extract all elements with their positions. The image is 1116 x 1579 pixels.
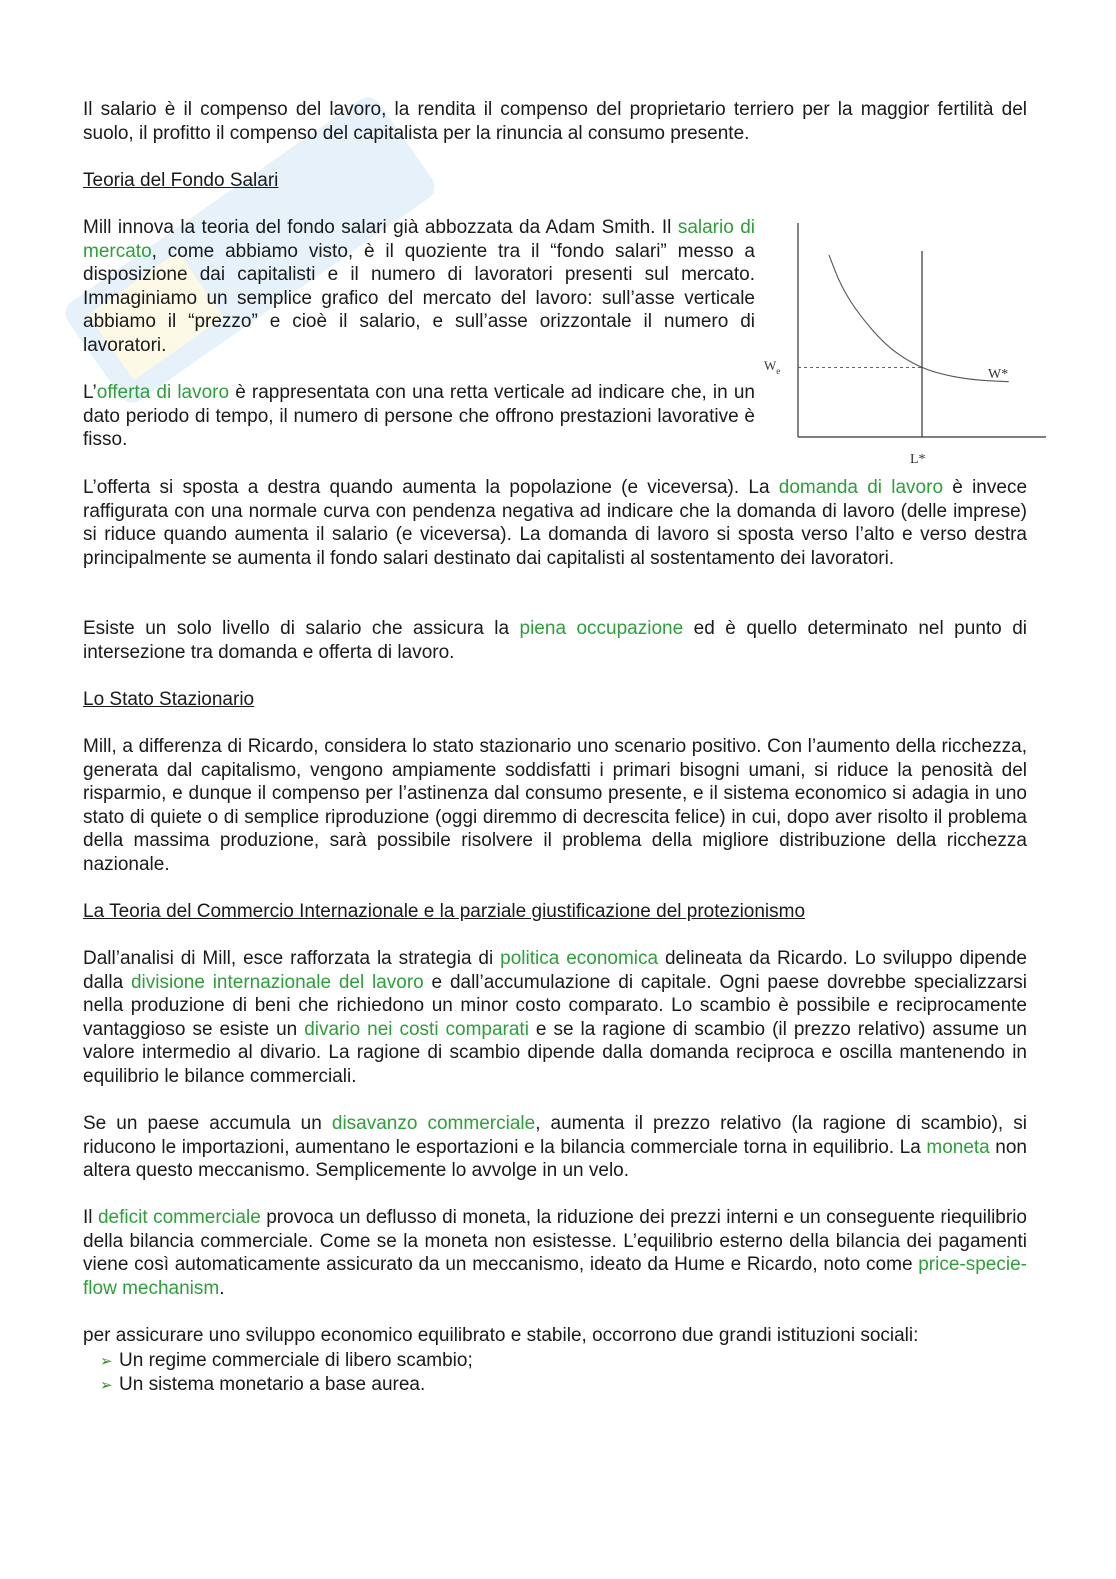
arrow-bullet-icon: ➢ [100, 1376, 113, 1394]
heading-fondo-salari: Teoria del Fondo Salari [83, 170, 279, 191]
keyword-disavanzo-commerciale: disavanzo commerciale [331, 1113, 536, 1134]
x-axis-label: L* [910, 452, 926, 467]
commercio-paragraph-3: Il deficit commerciale provoca un deflusso di moneta, la riduzione dei prezzi interni e un conseguente riequilibrio della bilancia commerciale. Come se la moneta non esistesse. L’equilibrio esterno della bilancia dei pagamenti viene così automaticamente assicurato da un meccanismo, ideato da Hume e Ricardo, noto come price-specie-flow mechanism. [83, 1207, 1027, 1299]
keyword-salario-di-mercato: salario di mercato [83, 217, 756, 262]
bullet-list [100, 1349, 473, 1396]
keyword-piena-occupazione: piena occupazione [519, 618, 684, 639]
commercio-paragraph-2: Se un paese accumula un disavanzo commerciale, aumenta il prezzo relativo (la ragione di scambio), si riducono le importazioni, aumentano le esportazioni e la bilancia commerciale torna in equilibrio. La moneta non altera questo meccanismo. Semplicemente lo avvolge in un velo. [83, 1113, 1027, 1182]
keyword-deficit-commerciale: deficit commerciale [97, 1207, 261, 1228]
labour-market-chart [758, 215, 1058, 475]
keyword-price-specie-flow: price-specie-flow mechanism [83, 1254, 1027, 1299]
fondo-paragraph-4: Esiste un solo livello di salario che assicura la piena occupazione ed è quello determinato nel punto di intersezione tra domanda e offerta di lavoro. [83, 618, 1027, 663]
keyword-offerta-di-lavoro: offerta di lavoro [96, 382, 230, 403]
intro-paragraph: Il salario è il compenso del lavoro, la rendita il compenso del proprietario terriero per la maggior fertilità del suolo, il profitto il compenso del capitalista per la rinuncia al consumo presente. [83, 99, 1027, 144]
curve-label: W* [988, 367, 1009, 382]
fondo-paragraph-3: L’offerta si sposta a destra quando aumenta la popolazione (e viceversa). La domanda di lavoro è invece raffigurata con una normale curva con pendenza negativa ad indicare che la domanda di lavoro (delle imprese) si riduce quando aumenta il salario (e viceversa). La domanda di lavoro si sposta verso l’alto e verso destra principalmente se aumenta il fondo salari destinato dai capitalisti al sostentamento dei lavoratori. [83, 477, 1028, 569]
keyword-divario-costi: divario nei costi comparati [304, 1018, 529, 1040]
heading-commercio-internazionale: La Teoria del Commercio Internazionale e la parziale giustificazione del protezionismo [83, 901, 806, 922]
fondo-paragraph-1: Mill innova la teoria del fondo salari già abbozzata da Adam Smith. Il salario di mercato, come abbiamo visto, è il quoziente tra il “fondo salari” messo a disposizione dai capitalisti e il numero di lavoratori presenti sul mercato. Immaginiamo un semplice grafico del mercato del lavoro: sull’asse verticale abbiamo il “prezzo” e cioè il salario, e sull’asse orizzontale il numero di lavoratori. [83, 217, 756, 356]
keyword-divisione-internazionale: divisione internazionale del lavoro [130, 971, 424, 993]
list-item: ➢ Un sistema monetario a base aurea. [100, 1373, 473, 1397]
stato-paragraph: Mill, a differenza di Ricardo, considera lo stato stazionario uno scenario positivo. Con l’aumento della ricchezza, generata dal capitalismo, vengono ampiamente soddisfatti i primari bisogni umani, si riduce la penosità del risparmio, e dunque il compenso per l’astinenza dal consumo presente, e il sistema economico si adagia in uno stato di quiete o di semplice riproduzione (oggi diremmo di decrescita felice) in cui, dopo aver risolto il problema della massima produzione, sarà possibile risolvere il problema della migliore distribuzione della ricchezza nazionale. [83, 736, 1027, 875]
list-item: ➢ Un regime commerciale di libero scambio; [100, 1349, 473, 1373]
arrow-bullet-icon: ➢ [100, 1353, 113, 1370]
keyword-domanda-di-lavoro: domanda di lavoro [778, 477, 944, 498]
commercio-paragraph-4: per assicurare uno sviluppo economico equilibrato e stabile, occorrono due grandi istituzioni sociali: [83, 1325, 919, 1346]
fondo-paragraph-2: L’offerta di lavoro è rappresentata con una retta verticale ad indicare che, in un dato periodo di tempo, il numero di persone che offrono prestazioni lavorative è fisso. [83, 382, 755, 451]
y-axis-label: $W_e$ [764, 358, 781, 376]
keyword-moneta: moneta [926, 1136, 990, 1158]
heading-stato-stazionario: Lo Stato Stazionario [83, 689, 255, 710]
demand-curve [829, 255, 1009, 382]
keyword-politica-economica: politica economica [500, 948, 659, 969]
commercio-paragraph-1: Dall’analisi di Mill, esce rafforzata la strategia di politica economica delineata da Ricardo. Lo sviluppo dipende dalla divisione internazionale del lavoro e dall’accumulazione di capitale. Ogni paese dovrebbe specializzarsi nella produzione di beni che richiedono un minor costo comparato. Lo scambio è possibile e reciprocamente vantaggioso se esiste un divario nei costi comparati e se la ragione di scambio (il prezzo relativo) assume un valore intermedio al divario. La ragione di scambio dipende dalla domanda reciproca e oscilla mantenendo in equilibrio le bilance commerciali. [83, 948, 1028, 1087]
